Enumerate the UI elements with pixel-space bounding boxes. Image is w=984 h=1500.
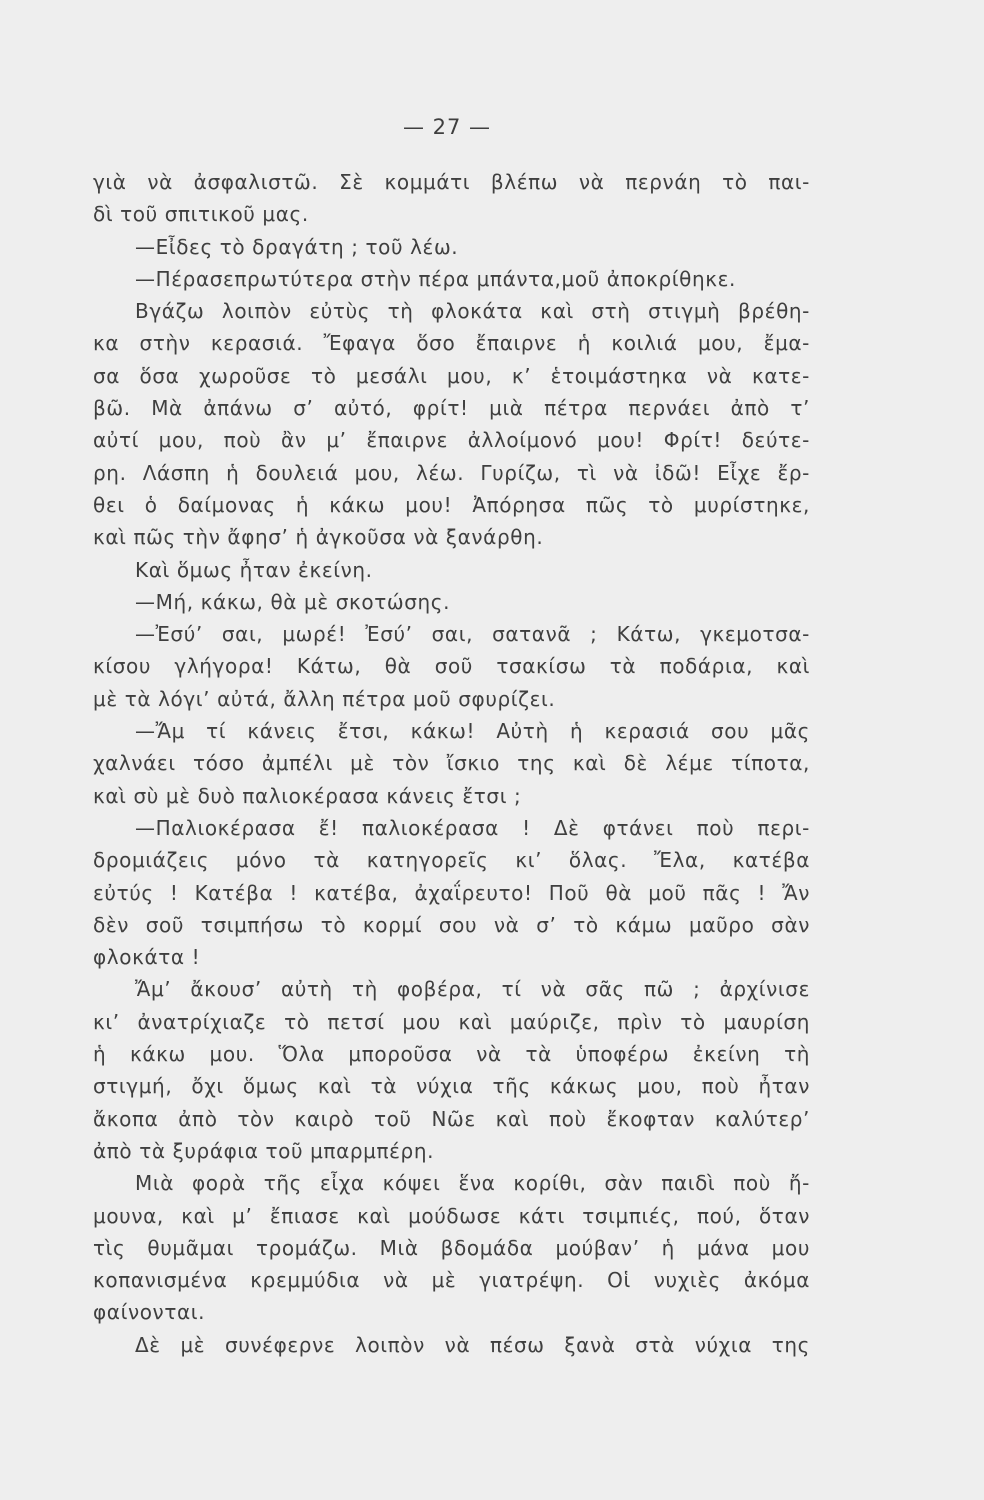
text-line: —Ἄμ τί κάνεις ἔτσι, κάκω! Αὐτὴ ἡ κερασιά σου μᾶς <box>135 719 810 744</box>
text-line: δὲν σοῦ τσιμπήσω τὸ κορμί σου νὰ σ’ τὸ κάμω μαῦρο σὰν <box>93 912 810 937</box>
text-line: Δὲ μὲ συνέφερνε λοιπὸν νὰ πέσω ξανὰ στὰ νύχια της <box>135 1332 810 1357</box>
text-line: τὶς θυμᾶμαι τρομάζω. Μιὰ βδομάδα μούβαν’ ἡ μάνα μου <box>93 1235 810 1260</box>
text-line: θει ὁ δαίμονας ἡ κάκω μου! Ἀπόρησα πῶς τὸ μυρίστηκε, <box>93 492 810 517</box>
text-line: καὶ σὺ μὲ δυὸ παλιοκέρασα κάνεις ἔτσι ; <box>93 783 522 808</box>
text-line: ρη. Λάσπη ἡ δουλειά μου, λέω. Γυρίζω, τὶ νὰ ἰδῶ! Εἶχε ἔρ- <box>93 460 810 485</box>
text-line: δὶ τοῦ σπιτικοῦ μας. <box>93 202 309 227</box>
text-line: κοπανισμένα κρεμμύδια νὰ μὲ γιατρέψη. Οἱ νυχιὲς ἀκόμα <box>93 1268 810 1293</box>
text-line: βῶ. Μὰ ἀπάνω σ’ αὐτό, φρίτ! μιὰ πέτρα περνάει ἀπὸ τ’ <box>93 396 810 421</box>
text-line: κα στὴν κερασιά. Ἔφαγα ὅσο ἔπαιρνε ἡ κοιλιά μου, ἔμα- <box>93 331 810 356</box>
page-number: — 27 — <box>402 115 492 139</box>
text-line: κίσου γλήγορα! Κάτω, θὰ σοῦ τσακίσω τὰ ποδάρια, καὶ <box>93 654 810 679</box>
text-line: μουνα, καὶ μ’ ἔπιασε καὶ μούδωσε κάτι τσιμπιές, πού, ὅταν <box>93 1203 810 1228</box>
text-line: —Παλιοκέρασα ἔ! παλιοκέρασα ! Δὲ φτάνει ποὺ περι- <box>135 815 810 840</box>
text-line: Βγάζω λοιπὸν εὐτὺς τὴ φλοκάτα καὶ στὴ στιγμὴ βρέθη- <box>135 299 810 324</box>
text-line: ἡ κάκω μου. Ὅλα μποροῦσα νὰ τὰ ὑποφέρω ἐκείνη τὴ <box>93 1042 810 1067</box>
text-line: Καὶ ὅμως ἦταν ἐκείνη. <box>135 557 373 582</box>
text-line: —Ἐσύ’ σαι, μωρέ! Ἐσύ’ σαι, σατανᾶ ; Κάτω, γκεμοτσα- <box>135 622 810 647</box>
text-line: Ἄμ’ ἄκουσ’ αὐτὴ τὴ φοβέρα, τί νὰ σᾶς πῶ ; ἀρχίνισε <box>135 977 810 1002</box>
text-line: δρομιάζεις μόνο τὰ κατηγορεῖς κι’ ὅλας. Ἔλα, κατέβα <box>93 848 810 873</box>
text-line: φλοκάτα ! <box>93 945 201 970</box>
text-line: στιγμή, ὄχι ὅμως καὶ τὰ νύχια τῆς κάκως μου, ποὺ ἦταν <box>93 1074 810 1099</box>
text-line: μὲ τὰ λόγι’ αὐτά, ἄλλη πέτρα μοῦ σφυρίζει. <box>93 686 556 711</box>
text-line: αὐτί μου, ποὺ ἂν μ’ ἔπαιρνε ἀλλοίμονό μου! Φρίτ! δεύτε- <box>93 428 810 453</box>
text-line: φαίνονται. <box>93 1300 206 1325</box>
text-line: εὐτύς ! Κατέβα ! κατέβα, ἀχαΐρευτο! Ποῦ θὰ μοῦ πᾶς ! Ἄν <box>93 880 810 905</box>
text-line: κι’ ἀνατρίχιαζε τὸ πετσί μου καὶ μαύριζε, πρὶν τὸ μαυρίση <box>93 1009 810 1034</box>
text-line: χαλνάει τόσο ἀμπέλι μὲ τὸν ἴσκιο της καὶ δὲ λέμε τίποτα, <box>93 751 810 776</box>
text-line: ἀπὸ τὰ ξυράφια τοῦ μπαρμπέρη. <box>93 1138 435 1163</box>
text-line: —Μή, κάκω, θὰ μὲ σκοτώσης. <box>135 589 451 614</box>
text-body <box>93 166 810 1361</box>
text-line: ἄκοπα ἀπὸ τὸν καιρὸ τοῦ Νῶε καὶ ποὺ ἔκοφταν καλύτερ’ <box>93 1106 810 1131</box>
text-line: καὶ πῶς τὴν ἄφησ’ ἡ ἀγκοῦσα νὰ ξανάρθη. <box>93 525 544 550</box>
text-line: —Πέρασεπρωτύτερα στὴν πέρα μπάντα,μοῦ ἀποκρίθηκε. <box>135 266 736 291</box>
text-line: —Εἶδες τὸ δραγάτη ; τοῦ λέω. <box>135 234 459 259</box>
text-line: Μιὰ φορὰ τῆς εἶχα κόψει ἕνα κορίθι, σὰν παιδὶ ποὺ ἤ- <box>135 1171 810 1196</box>
text-line: σα ὅσα χωροῦσε τὸ μεσάλι μου, κ’ ἑτοιμάστηκα νὰ κατε- <box>93 363 810 388</box>
text-line: γιὰ νὰ ἀσφαλιστῶ. Σὲ κομμάτι βλέπω νὰ περνάη τὸ παι- <box>93 170 810 194</box>
